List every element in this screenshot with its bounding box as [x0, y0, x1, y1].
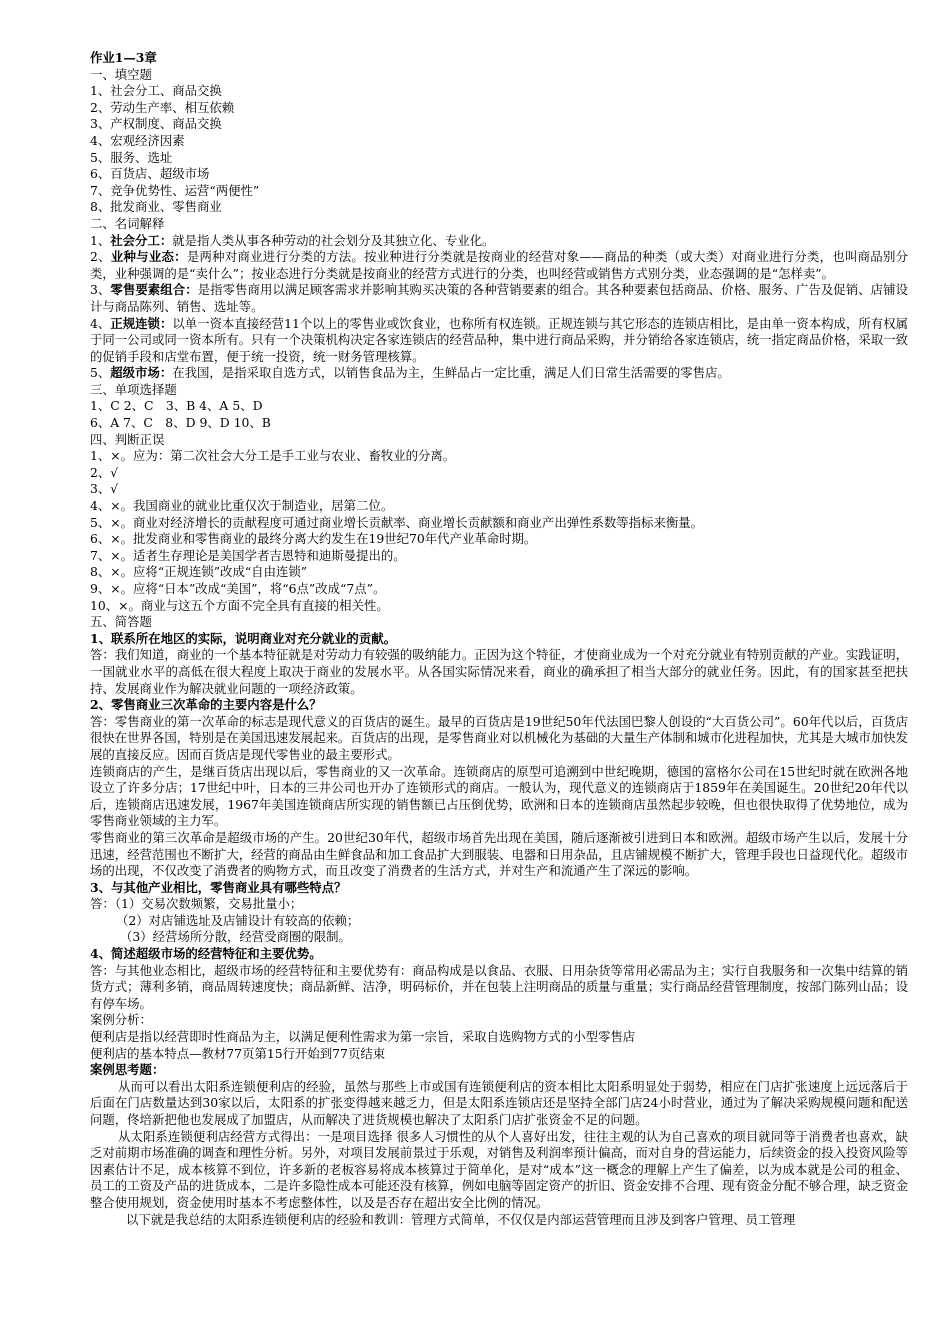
case-think-heading: 案例思考题： [90, 1062, 165, 1078]
case-paragraph: 从太阳系连锁便利店经营方式得出：一是项目选择 很多人习惯性的从个人喜好出发，往往主观的认为自己喜欢的项目就同等于消费者也喜欢，缺乏对前期市场准确的调查和理性分析。另外，对项目发展前景过于乐观，对销售及利润率预计偏高，而对自身的营运能力，后续资金的投入投资风险等因素估计不足，成本核算不到位，许多新的老板容易将成本核算过于简单化，是对“成本”这一概念的理解上产生了偏差，以为成本就是公司的租金、员工的工资及产品的进货成本，二是许多隐性成本可能还没有核算，例如电脑等固定资产的折旧、资金安排不合理、现有资金分配不够合理，缺乏资金整合使用规划，资金使用时基本不考虑整体性，以及是否存在超出安全比例的情况。 [90, 1128, 908, 1210]
answer-2-para-3: 零售商业的第三次革命是超级市场的产生。20世纪30年代，超级市场首先出现在美国，随后逐渐被引进到日本和欧洲。超级市场产生以后，发展十分迅速，经营范围也不断扩大，经营的商品由生鲜食品和加工食品扩大到服装、电器和日用杂品，且店铺规模不断扩大，管理手段也日益现代化。超级市场的出现，不仅改变了消费者的购物方式，而且改变了消费者的生活方式，并对生产和流通产生了深远的影响。 [90, 829, 908, 879]
term-name: 零售要素组合： [110, 282, 198, 298]
answer-2-para-1: 答：零售商业的第一次革命的标志是现代意义的百货店的诞生。最早的百货店是19世纪50年代法国巴黎人创设的“大百货公司”。60年代以后，百货店很快在世界各国，特别是在美国迅速发展起来。百货店的出现，是零售商业对以机械化为基础的大量生产体制和城市化进程加快，尤其是大城市加快发展的直接反应。因而百货店是现代零售业的最主要形式。 [90, 713, 908, 762]
section-heading-short-answer: 五、简答题 [90, 614, 152, 630]
answer-3-line: （3）经营场所分散，经营受商圈的限制。 [120, 929, 351, 945]
case-heading: 案例分析： [90, 1012, 152, 1028]
answer-1: 答：我们知道，商业的一个基本特征就是对劳动力有较强的吸纳能力。正因为这个特征，才使商业成为一个对充分就业有特别贡献的产业。实践证明，一国就业水平的高低在很大程度上取决于商业的发展水平。从各国实际情况来看，商业的确承担了相当大部分的就业任务。因此，有的国家甚至把扶持、发展商业作为解决就业问题的一项经济政策。 [90, 647, 908, 696]
list-item: 5、服务、选址 [90, 149, 173, 165]
term-number: 3、 [90, 282, 111, 298]
document-title: 作业1—3章 [90, 50, 157, 65]
section-heading-terms: 二、名词解释 [90, 215, 165, 231]
question-4: 4、简述超级市场的经营特征和主要优势。 [90, 946, 322, 962]
list-item: 6、×。批发商业和零售商业的最终分离大约发生在19世纪70年代产业革命时期。 [90, 531, 537, 547]
list-item: 7、竞争优势性、运营“两便性” [90, 182, 260, 198]
question-1: 1、联系所在地区的实际，说明商业对充分就业的贡献。 [90, 630, 396, 646]
list-item: 8、×。应将“正规连锁”改成“自由连锁” [90, 564, 308, 580]
list-item: 2、劳动生产率、相互依赖 [90, 99, 235, 115]
answer-2-para-2: 连锁商店的产生，是继百货店出现以后，零售商业的又一次革命。连锁商店的原型可追溯到中世纪晚期，德国的富格尔公司在15世纪时就在欧洲各地设立了许多分店；17世纪中叶，日本的三井公司也开办了连锁形式的商店。一般认为，现代意义的连锁商店于1859年在美国诞生。20世纪20年代以后，连锁商店迅速发展，1967年美国连锁商店所实现的销售额已占压倒优势，欧洲和日本的连锁商店虽然起步较晚，但也很快取得了优势地位，成为零售商业领域的主力军。 [90, 763, 908, 829]
term-name: 超级市场： [110, 365, 173, 381]
list-item: 8、批发商业、零售商业 [90, 199, 222, 215]
list-item: 1、×。应为：第二次社会大分工是手工业与农业、畜牧业的分离。 [90, 448, 456, 464]
list-item: 2、√ [90, 464, 119, 480]
list-item: 4、×。我国商业的就业比重仅次于制造业，居第二位。 [90, 498, 394, 514]
list-item: 6、百货店、超级市场 [90, 166, 210, 182]
answer-3-line: （2）对店铺选址及店铺设计有较高的依赖； [116, 912, 360, 928]
term-text: 是指零售商用以满足顾客需求并影响其购买决策的各种营销要素的组合。其各种要素包括商品、价格、服务、广告及促销、店铺设计与商品陈列、销售、选址等。 [90, 282, 909, 314]
answer-3-line: 答：（1）交易次数频繁，交易批量小； [90, 896, 303, 912]
term-definition [90, 365, 908, 382]
question-2: 2、零售商业三次革命的主要内容是什么？ [90, 697, 322, 713]
term-number: 5、 [90, 365, 111, 381]
list-item: 7、×。适者生存理论是美国学者吉恩特和迪斯曼提出的。 [90, 547, 406, 563]
term-definition [90, 316, 908, 366]
list-item: 1、社会分工、商品交换 [90, 83, 222, 99]
case-line: 便利店是指以经营即时性商品为主，以满足便利性需求为第一宗旨，采取自选购物方式的小型零售店 [90, 1029, 636, 1045]
term-definition [90, 282, 908, 315]
term-name: 社会分工： [110, 232, 173, 248]
term-definition [90, 233, 908, 250]
term-number: 4、 [90, 315, 111, 331]
term-text: 就是指人类从事各种劳动的社会划分及其独立化、专业化。 [172, 232, 495, 248]
term-name: 业种与业态： [110, 249, 187, 265]
document-page [90, 50, 908, 1228]
term-number: 1、 [90, 232, 111, 248]
case-line: 便利店的基本特点—教材77页第15行开始到77页结束 [90, 1045, 386, 1061]
section-heading-choice: 三、单项选择题 [90, 381, 177, 397]
term-text: 在我国，是指采取自选方式，以销售食品为主，生鲜品占一定比重，满足人们日常生活需要的零售店。 [172, 365, 730, 381]
answer-line: 6、A 7、C 8、D 9、D 10、B [90, 415, 271, 431]
list-item: 3、√ [90, 481, 119, 497]
list-item: 9、×。应将“日本”改成“美国”，将“6点”改成“7点”。 [90, 581, 386, 596]
list-item: 3、产权制度、商品交换 [90, 116, 222, 132]
section-heading-judgement: 四、判断正误 [90, 431, 165, 447]
answer-line: 1、C 2、C 3、B 4、A 5、D [90, 398, 263, 414]
term-definition [90, 249, 908, 282]
list-item: 4、宏观经济因素 [90, 132, 185, 148]
question-3: 3、与其他产业相比，零售商业具有哪些特点？ [90, 879, 347, 895]
list-item: 10、×。商业与这五个方面不完全具有直接的相关性。 [90, 597, 389, 613]
section-heading-fill-blank: 一、填空题 [90, 66, 152, 82]
case-paragraph: 从而可以看出太阳系连锁便利店的经验，虽然与那些上市或国有连锁便利店的资本相比太阳系明显处于弱势，相应在门店扩张速度上远远落后于后面在门店数量达到30家以后，太阳系的扩张变得越来越乏力，但是太阳系连锁店还是坚持全部门店24小时营业，通过为了解决采购规模问题和配送问题，佟培新把他也发展成了加盟店，从而解决了进货规模也解决了太阳系门店扩张资金不足的问题。 [90, 1078, 908, 1127]
term-text: 以单一资本直接经营11个以上的零售业或饮食业，也称所有权连锁。正规连锁与其它形态的连锁店相比，是由单一资本构成，所有权属于同一公司或同一资本所有。只有一个决策机构决定各家连锁店的经营品种，集中进行商品采购，并分销给各家连锁店，统一指定商品价格，采取一致的促销手段和店堂布置，便于统一投资，统一财务管理核算。 [90, 315, 908, 364]
term-text: 是两种对商业进行分类的方法。按业种进行分类就是按商业的经营对象——商品的种类（或大类）对商业进行分类，也叫商品别分类，业种强调的是“卖什么”；按业态进行分类就是按商业的经营方式进行的分类，也叫经营或销售方式别分类，业态强调的是“怎样卖”。 [90, 249, 909, 281]
list-item: 5、×。商业对经济增长的贡献程度可通过商业增长贡献率、商业增长贡献额和商业产出弹性系数等指标来衡量。 [90, 514, 704, 530]
case-paragraph: 以下就是我总结的太阳系连锁便利店的经验和教训：管理方式简单，不仅仅是内部运营管理而且涉及到客户管理、员工管理 [126, 1211, 796, 1227]
answer-4: 答：与其他业态相比，超级市场的经营特征和主要优势有：商品构成是以食品、衣服、日用杂货等常用必需品为主；实行自我服务和一次集中结算的销货方式；薄利多销，商品周转速度快；商品新鲜、洁净，明码标价，并在包装上注明商品的质量与重量；实行商品经营管理制度，按部门陈列山品；设有停车场。 [90, 962, 908, 1011]
term-name: 正规连锁： [110, 315, 173, 331]
term-number: 2、 [90, 249, 111, 265]
